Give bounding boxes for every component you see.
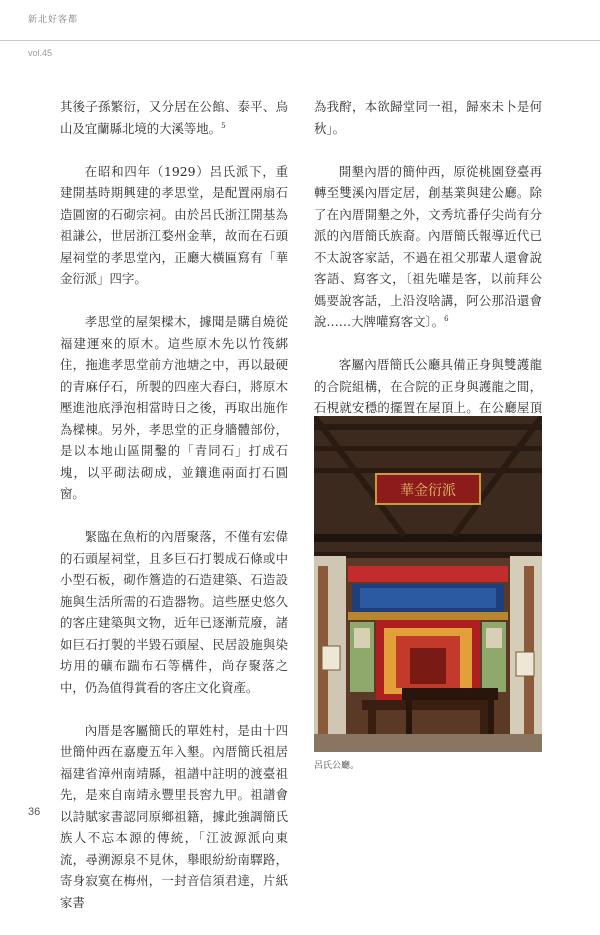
photo-caption: 呂氏公廳。 — [314, 760, 360, 770]
paragraph-text: 在昭和四年（1929）呂氏派下，重建開基時期興建的孝思堂，是配置兩扇石造圓窗的石砌宗祠。由於呂氏浙江開基為祖謙公，世居浙江婺州金華，故而在石頭屋祠堂的孝思堂內，正廳大橫匾寫有「華金衍派」四字。 — [60, 163, 288, 286]
paragraph — [314, 161, 542, 333]
header-divider — [0, 40, 600, 41]
left-text-column — [60, 96, 288, 935]
footnote-ref: 6 — [444, 314, 449, 323]
paragraph-text: 孝思堂的屋架樑木，據聞是購自燒從福建運來的原木。這些原木先以竹筏綁住，拖進孝思堂前方池塘之中，再以最硬的青麻仔石，所製的四座大舂臼，將原木壓進池底淨泡相當時日之後，再取出施作為樑棟。另外，孝思堂的正身牆體部份，是以本地山區開鑿的「青同石」打成石塊，以平砌法砌成，並鑲進兩面打石圓窗。 — [60, 314, 288, 501]
paragraph — [314, 96, 542, 139]
paragraph — [60, 311, 288, 505]
plaque-text: 華金衍派 — [400, 483, 456, 499]
right-text-column — [314, 96, 542, 462]
magazine-title: 新北好客都 — [28, 15, 79, 25]
paragraph — [60, 161, 288, 290]
paragraph — [60, 720, 288, 914]
paragraph-text: 緊臨在魚桁的內厝聚落，不僅有宏偉的石頭屋祠堂，且多巨石打製成石條或中小型石板，砌作簷造的石造建築、石造設施與生活所需的石造器物。這些歷史悠久的客庄建築與文物，近年已逐漸荒廢，諸如巨石打製的半毀石頭屋、民居設施與染坊用的礦布踹布石等構件，尚存聚落之中，仍為值得賞看的客庄文化資產。 — [60, 529, 288, 695]
paragraph-text: 內厝是客屬簡氏的單姓村，是由十四世簡仲西在嘉慶五年入墾。內厝簡氏祖居福建省漳州南靖縣，祖譜中註明的渡臺祖先，是來自南靖永豐里長窖九甲。祖譜會以詩賦家書認同原鄉祖籍，據此強調簡氏族人不忘本源的傳統，「江波源派向東流，尋溯源泉不見休，舉眼紛紛南驛路，寄身寂寞在梅州，一封音信須君達，片紙家書 — [60, 722, 288, 910]
ancestral-hall-illustration — [314, 416, 542, 752]
paragraph — [60, 96, 288, 139]
paragraph — [60, 526, 288, 698]
paragraph-text: 其後子孫繁衍，又分居在公館、泰平、烏山及宜蘭縣北境的大溪等地。 — [60, 99, 288, 136]
footnote-ref: 5 — [221, 121, 226, 130]
paragraph-text: 客屬內厝簡氏公廳具備正身與雙護龍的合院組構，在合院的正身與護龍之間，石梘就安穩的擺置在屋頂上。在公廳屋頂 — [314, 357, 542, 415]
paragraph-text: 為我酧，本欲歸堂同一祖，歸來未卜是何秋」。 — [314, 99, 542, 136]
ancestral-hall-photo — [314, 416, 542, 752]
volume-label: vol.45 — [28, 48, 53, 58]
paragraph-text: 開墾內厝的簡仲西，原從桃園登臺再轉至雙溪內厝定居，創基業與建公廳。除了在內厝開墾之外，文秀坑番仔尖尚有分派的內厝簡氏族裔。內厝簡氏報導近代已不太說客家話，不過在祖父那輩人還會說客語、寫客文，〔祖先嚾是客，以前拜公媽要說客話，上沿沒啥講，阿公那沿還會說……大牌嚾寫客文〕。 — [314, 163, 542, 329]
page-number: 36 — [28, 806, 41, 818]
